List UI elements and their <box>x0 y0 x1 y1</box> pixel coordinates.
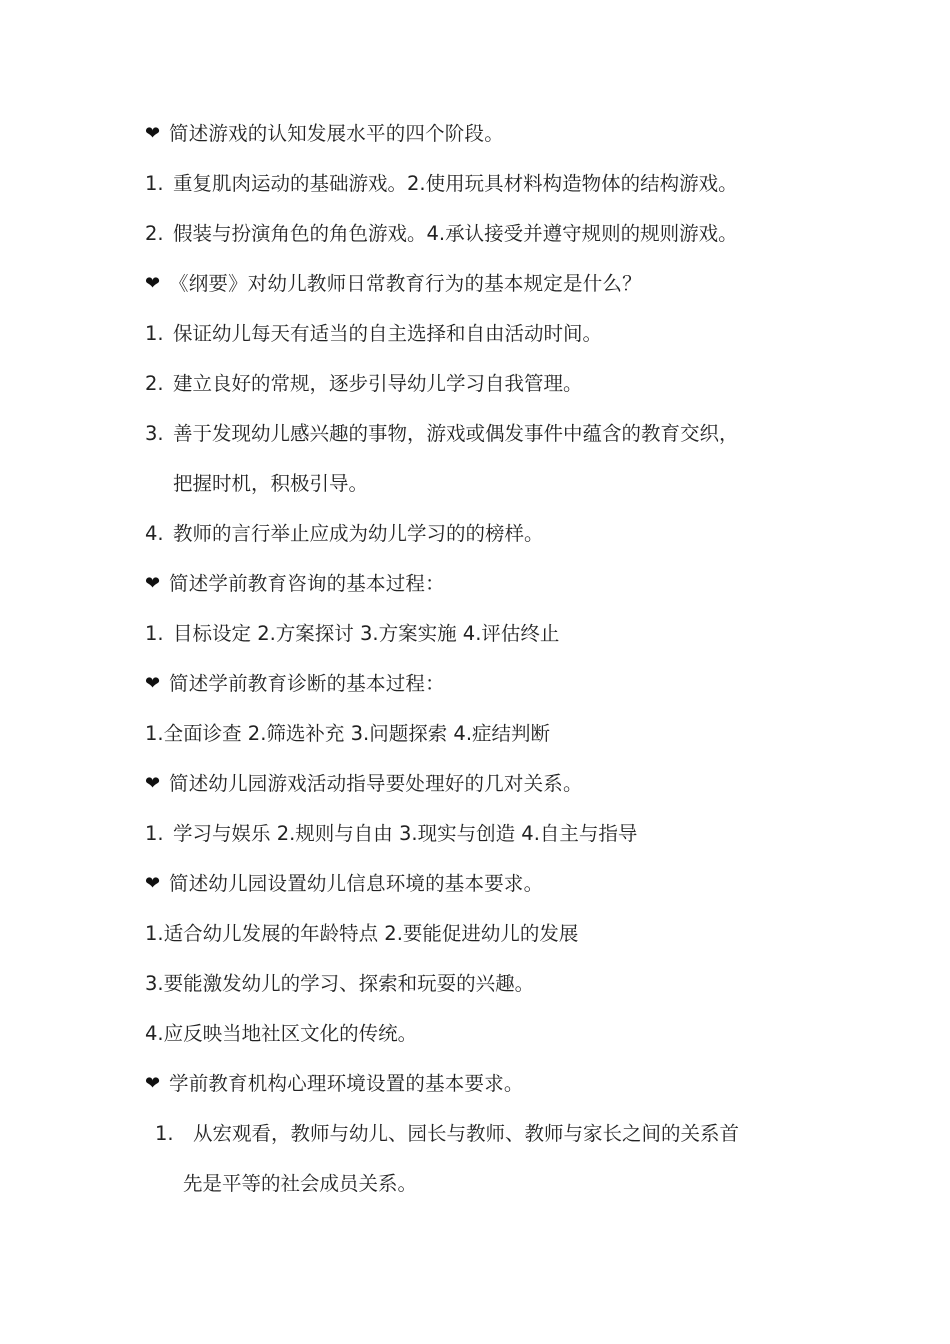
paragraph-line <box>145 964 825 1014</box>
section-heading <box>145 1064 825 1114</box>
continuation-text: 先是平等的社会成员关系。 <box>183 1172 418 1195</box>
list-item <box>145 1114 825 1164</box>
list-item-text: 善于发现幼儿感兴趣的事物，游戏或偶发事件中蕴含的教育交织， <box>173 422 739 445</box>
paragraph-text: 4.应反映当地社区文化的传统。 <box>145 1022 418 1045</box>
list-item-text: 假装与扮演角色的角色游戏。4.承认接受并遵守规则的规则游戏。 <box>173 222 738 245</box>
list-item-text: 从宏观看，教师与幼儿、园长与教师、教师与家长之间的关系首 <box>193 1122 740 1145</box>
section-heading <box>145 114 825 164</box>
section-heading <box>145 264 825 314</box>
list-item <box>145 214 825 264</box>
heading-text: 学前教育机构心理环境设置的基本要求。 <box>169 1072 524 1095</box>
list-item <box>145 164 825 214</box>
section-heading <box>145 564 825 614</box>
paragraph-line <box>145 714 825 764</box>
list-item <box>145 364 825 414</box>
list-number: 1. <box>145 822 164 845</box>
heart-bullet-icon: ❤ <box>145 273 161 294</box>
list-number: 1. <box>145 622 164 645</box>
heading-text: 《纲要》对幼儿教师日常教育行为的基本规定是什么？ <box>169 272 642 295</box>
list-item-text: 学习与娱乐 2.规则与自由 3.现实与创造 4.自主与指导 <box>173 822 638 845</box>
list-item <box>145 314 825 364</box>
list-number: 1. <box>145 172 164 195</box>
heading-text: 简述幼儿园设置幼儿信息环境的基本要求。 <box>169 872 544 895</box>
paragraph-text: 1.适合幼儿发展的年龄特点 2.要能促进幼儿的发展 <box>145 922 579 945</box>
heart-bullet-icon: ❤ <box>145 573 161 594</box>
heart-bullet-icon: ❤ <box>145 673 161 694</box>
paragraph-text: 1.全面诊查 2.筛选补充 3.问题探索 4.症结判断 <box>145 722 551 745</box>
list-number: 4. <box>145 522 164 545</box>
list-item-continuation <box>145 1164 825 1214</box>
heading-text: 简述幼儿园游戏活动指导要处理好的几对关系。 <box>169 772 583 795</box>
paragraph-text: 3.要能激发幼儿的学习、探索和玩耍的兴趣。 <box>145 972 535 995</box>
section-heading <box>145 664 825 714</box>
list-item-text: 目标设定 2.方案探讨 3.方案实施 4.评估终止 <box>173 622 560 645</box>
list-item <box>145 414 825 464</box>
section-heading <box>145 764 825 814</box>
heart-bullet-icon: ❤ <box>145 1073 161 1094</box>
heart-bullet-icon: ❤ <box>145 773 161 794</box>
heading-text: 简述学前教育咨询的基本过程： <box>169 572 445 595</box>
list-item-text: 建立良好的常规，逐步引导幼儿学习自我管理。 <box>173 372 583 395</box>
list-item <box>145 514 825 564</box>
list-number: 1. <box>155 1122 174 1145</box>
list-item-continuation <box>145 464 825 514</box>
section-heading <box>145 864 825 914</box>
list-number: 1. <box>145 322 164 345</box>
list-item <box>145 614 825 664</box>
heading-text: 简述游戏的认知发展水平的四个阶段。 <box>169 122 504 145</box>
continuation-text: 把握时机，积极引导。 <box>173 472 369 495</box>
list-item-text: 保证幼儿每天有适当的自主选择和自由活动时间。 <box>173 322 603 345</box>
paragraph-line <box>145 914 825 964</box>
paragraph-line <box>145 1014 825 1064</box>
list-number: 2. <box>145 222 164 245</box>
list-number: 3. <box>145 422 164 445</box>
heart-bullet-icon: ❤ <box>145 873 161 894</box>
heading-text: 简述学前教育诊断的基本过程： <box>169 672 445 695</box>
list-item-text: 教师的言行举止应成为幼儿学习的的榜样。 <box>173 522 544 545</box>
document-body <box>145 114 825 1214</box>
list-item <box>145 814 825 864</box>
heart-bullet-icon: ❤ <box>145 123 161 144</box>
list-number: 2. <box>145 372 164 395</box>
list-item-text: 重复肌肉运动的基础游戏。2.使用玩具材料构造物体的结构游戏。 <box>173 172 738 195</box>
